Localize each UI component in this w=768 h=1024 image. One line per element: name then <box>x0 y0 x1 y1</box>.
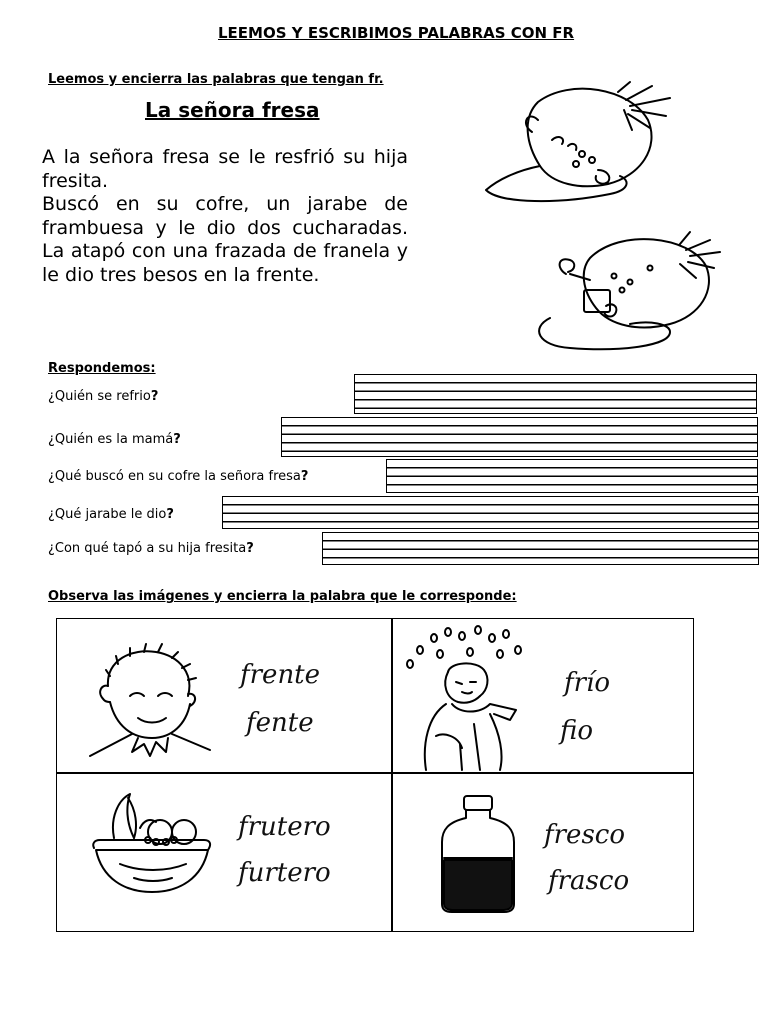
answer-lines-1[interactable] <box>354 374 757 414</box>
sleeping-strawberry-icon <box>480 80 680 210</box>
boy-face-icon <box>76 646 216 762</box>
question-1: ¿Quién se refrio? <box>48 389 159 404</box>
story-paragraph: Buscó en su cofre, un jarabe de frambuesa y le dio dos cucharadas. <box>42 193 408 239</box>
answers-heading: Respondemos: <box>48 361 156 376</box>
word-option[interactable]: frío <box>564 668 611 698</box>
word-option[interactable]: fio <box>560 716 593 746</box>
story-paragraph: La atapó con una frazada de franela y le dio tres besos en la frente. <box>42 240 408 286</box>
question-5: ¿Con qué tapó a su hija fresita? <box>48 541 254 556</box>
grid-divider <box>56 772 694 774</box>
word-option[interactable]: frasco <box>548 866 630 896</box>
story-text <box>42 146 408 287</box>
word-option[interactable]: fresco <box>544 820 625 850</box>
word-option[interactable]: furtero <box>238 858 331 888</box>
word-option[interactable]: fente <box>246 708 314 738</box>
story-title: La señora fresa <box>145 98 320 122</box>
cold-person-icon <box>400 624 530 774</box>
question-2: ¿Quién es la mamá? <box>48 432 181 447</box>
answer-lines-4[interactable] <box>222 496 759 529</box>
question-4: ¿Qué jarabe le dio? <box>48 507 174 522</box>
word-option[interactable]: frente <box>240 660 321 690</box>
observe-instruction: Observa las imágenes y encierra la palabra que le corresponde: <box>48 589 517 604</box>
bottle-icon <box>436 792 520 914</box>
sick-strawberry-icon <box>530 228 730 358</box>
word-option[interactable]: frutero <box>238 812 331 842</box>
story-paragraph: A la señora fresa se le resfrió su hija fresita. <box>42 146 408 192</box>
answer-lines-2[interactable] <box>281 417 758 457</box>
answer-lines-5[interactable] <box>322 532 759 565</box>
reading-instruction: Leemos y encierra las palabras que tengan fr. <box>48 72 384 87</box>
page-title: LEEMOS Y ESCRIBIMOS PALABRAS CON FR <box>218 24 575 42</box>
question-3: ¿Qué buscó en su cofre la señora fresa? <box>48 469 309 484</box>
answer-lines-3[interactable] <box>386 459 758 493</box>
fruit-bowl-icon <box>90 788 214 898</box>
grid-divider <box>391 618 393 932</box>
